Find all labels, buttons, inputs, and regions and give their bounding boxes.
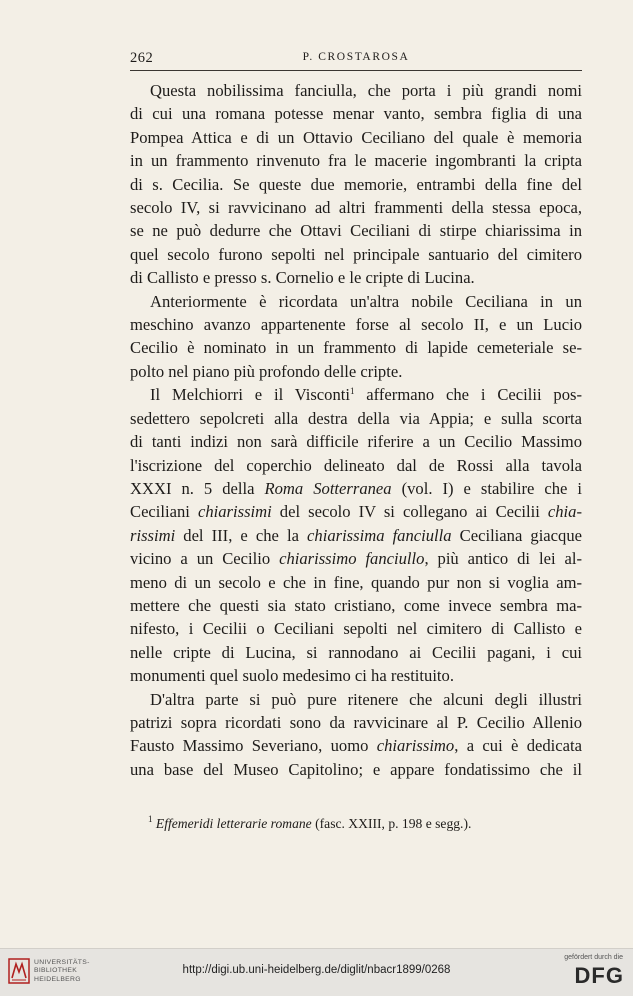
text-run: , a cui è dedicata [454, 736, 582, 756]
text-line: meno di un secolo e che in fine, quando pur non si voglia am- [130, 572, 582, 592]
text-line: di s. Cecilia. Se queste due memorie, entrambi della fine del [130, 174, 582, 194]
text-line: polto nel piano più profondo delle cripte. [130, 361, 403, 381]
text-line: una base del Museo Capitolino; e appare fondatissimo che il [130, 759, 582, 779]
text-run: del secolo IV si collegano ai Cecilii [271, 502, 548, 522]
footnote-reference[interactable]: 1 [349, 386, 355, 397]
header-rule [130, 70, 582, 71]
text-line: nifesto, i Cecilii o Ceciliani sepolti nel cimitero di Callisto e [130, 619, 582, 639]
italic-term: rissimi [130, 525, 176, 545]
text-line: secolo IV, si ravvicinano ad altri frammenti della stessa epoca, [130, 198, 582, 218]
italic-term: chia- [547, 502, 582, 522]
viewer-footer [0, 948, 633, 996]
text-line [130, 524, 582, 547]
text-line: sedettero sepolcreti alla destra della via Appia; e sulla scorta [130, 408, 582, 428]
text-line: Pompea Attica e di un Ottavio Ceciliano del quale è memoria [130, 127, 582, 147]
paragraph-3 [130, 383, 582, 687]
text-run: Il Melchiorri e il Visconti [150, 385, 350, 405]
text-line: in un frammento rinvenuto fra le macerie ingombranti la cripta [130, 151, 582, 171]
italic-term: chiarissimi [197, 502, 272, 522]
running-title: P. CROSTAROSA [302, 51, 410, 63]
university-name-line: UNIVERSITÄTS- [34, 959, 90, 966]
paragraph-2 [130, 290, 582, 384]
footnote-title: Effemeridi letterarie romane [155, 816, 312, 831]
page-number: 262 [130, 50, 154, 66]
text-line: di cui una romana potesse menar vanto, sembra figlia di una [130, 104, 582, 124]
text-run: (vol. I) e stabilire che i [391, 478, 583, 498]
text-line: mettere che questi sia stato cristiano, come invece sembra ma- [130, 595, 582, 615]
text-run: , più antico di lei al- [424, 549, 582, 569]
text-line [130, 383, 582, 406]
text-line: nelle cripte di Lucina, si rannodano ai Cecilii pagani, i cui [130, 642, 582, 662]
paragraph-4 [130, 688, 582, 782]
text-line: Anteriormente è ricordata un'altra nobile Ceciliana in un [150, 291, 582, 311]
university-name-line: HEIDELBERG [34, 975, 81, 983]
text-run: Fausto Massimo Severiano, uomo [130, 736, 377, 756]
text-line: di Callisto e presso s. Cornelio e le cripte di Lucina. [130, 268, 475, 288]
dfg-logo[interactable]: DFG [574, 963, 624, 988]
text-line [130, 477, 582, 500]
text-line: se ne può dedurre che Ottavi Ceciliani di stirpe chiarissima in [130, 221, 582, 241]
text-run: del III, e che la [175, 525, 308, 545]
running-head [130, 50, 582, 70]
italic-term: chiarissimo fanciullo [279, 549, 425, 569]
footnote [148, 816, 582, 832]
text-line: quel secolo furono sepolti nel principale santuario del cimitero [130, 244, 582, 264]
footnote-number: 1 [148, 814, 153, 824]
italic-title: Roma Sotterranea [264, 478, 392, 498]
body-text [130, 79, 582, 781]
text-line: di tanti indizi non sarà difficile riferire a un Cecilio Massimo [130, 432, 582, 452]
university-name-line: BIBLIOTHEK [34, 967, 78, 975]
italic-term: chiarissima fanciulla [307, 525, 452, 545]
text-line: l'iscrizione del coperchio delineato dal de Rossi alla tavola [130, 455, 582, 475]
text-line: meschino avanzo appartenente forse al secolo II, e un Lucio [130, 315, 582, 335]
paragraph-1 [130, 79, 582, 290]
text-line [130, 547, 582, 570]
text-line: patrizi sopra ricordati sono da ravvicinare al P. Cecilio Allenio [130, 712, 582, 732]
footnote-text: (fasc. XXIII, p. 198 e segg.). [311, 816, 472, 831]
text-run: vicino a un Cecilio [130, 549, 280, 569]
text-run: Ceciliani [130, 502, 198, 522]
text-line: D'altra parte si può pure ritenere che alcuni degli illustri [150, 689, 582, 709]
text-line: monumenti quel suolo medesimo ci ha restituito. [130, 666, 454, 686]
text-run: affermano che i Cecilii pos- [354, 385, 582, 405]
text-run: Ceciliana giacque [451, 525, 582, 545]
italic-term: chiarissimo [376, 736, 455, 756]
text-line: Cecilio è nominato in un frammento di lapide cemeteriale se- [130, 338, 582, 358]
funded-by-label: gefördert durch die [564, 954, 623, 961]
text-line [130, 500, 582, 523]
permalink-url[interactable]: http://digi.ub.uni-heidelberg.de/diglit/nbacr1899/0268 [182, 964, 451, 976]
text-line [130, 734, 582, 757]
text-run: XXXI n. 5 della [130, 478, 265, 498]
text-line: Questa nobilissima fanciulla, che porta i più grandi nomi [150, 81, 582, 100]
